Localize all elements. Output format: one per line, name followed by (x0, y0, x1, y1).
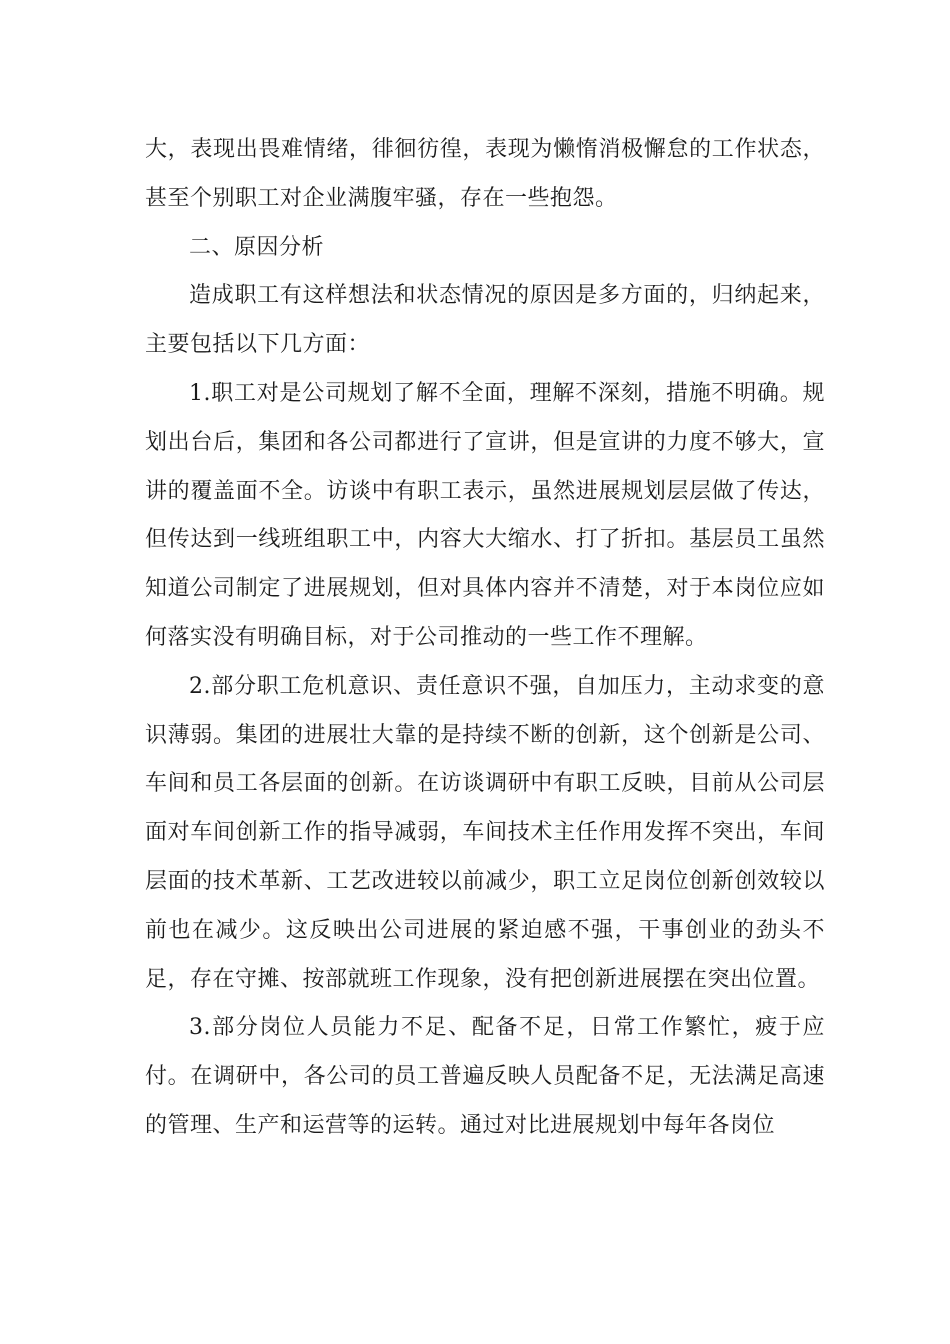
paragraph-point-1: 1.职工对是公司规划了解不全面，理解不深刻，措施不明确。规划出台后，集团和各公司都进行了宣讲，但是宣讲的力度不够大，宣讲的覆盖面不全。访谈中有职工表示，虽然进展规划层层做了传达，但传达到一线班组职工中，内容大大缩水、打了折扣。基层员工虽然知道公司制定了进展规划，但对具体内容并不清楚，对于本岗位应如何落实没有明确目标，对于公司推动的一些工作不理解。 (145, 380, 825, 650)
paragraph-continuation: 大，表现出畏难情绪，徘徊彷徨，表现为懒惰消极懈怠的工作状态，甚至个别职工对企业满腹牢骚，存在一些抱怨。 (145, 137, 825, 211)
document-body (145, 126, 825, 1151)
paragraph-intro: 造成职工有这样想法和状态情况的原因是多方面的，归纳起来，主要包括以下几方面： (145, 283, 825, 358)
section-heading: 二、原因分析 (189, 234, 325, 260)
paragraph-point-3: 3.部分岗位人员能力不足、配备不足，日常工作繁忙，疲于应付。在调研中，各公司的员工普遍反映人员配备不足，无法满足高速的管理、生产和运营等的运转。通过对比进展规划中每年各岗位 (145, 1015, 825, 1138)
paragraph-point-2: 2.部分职工危机意识、责任意识不强，自加压力，主动求变的意识薄弱。集团的进展壮大靠的是持续不断的创新，这个创新是公司、车间和员工各层面的创新。在访谈调研中有职工反映，目前从公司层面对车间创新工作的指导减弱，车间技术主任作用发挥不突出，车间层面的技术革新、工艺改进较以前减少，职工立足岗位创新创效较以前也在减少。这反映出公司进展的紧迫感不强，干事创业的劲头不足，存在守摊、按部就班工作现象，没有把创新进展摆在突出位置。 (145, 673, 825, 992)
